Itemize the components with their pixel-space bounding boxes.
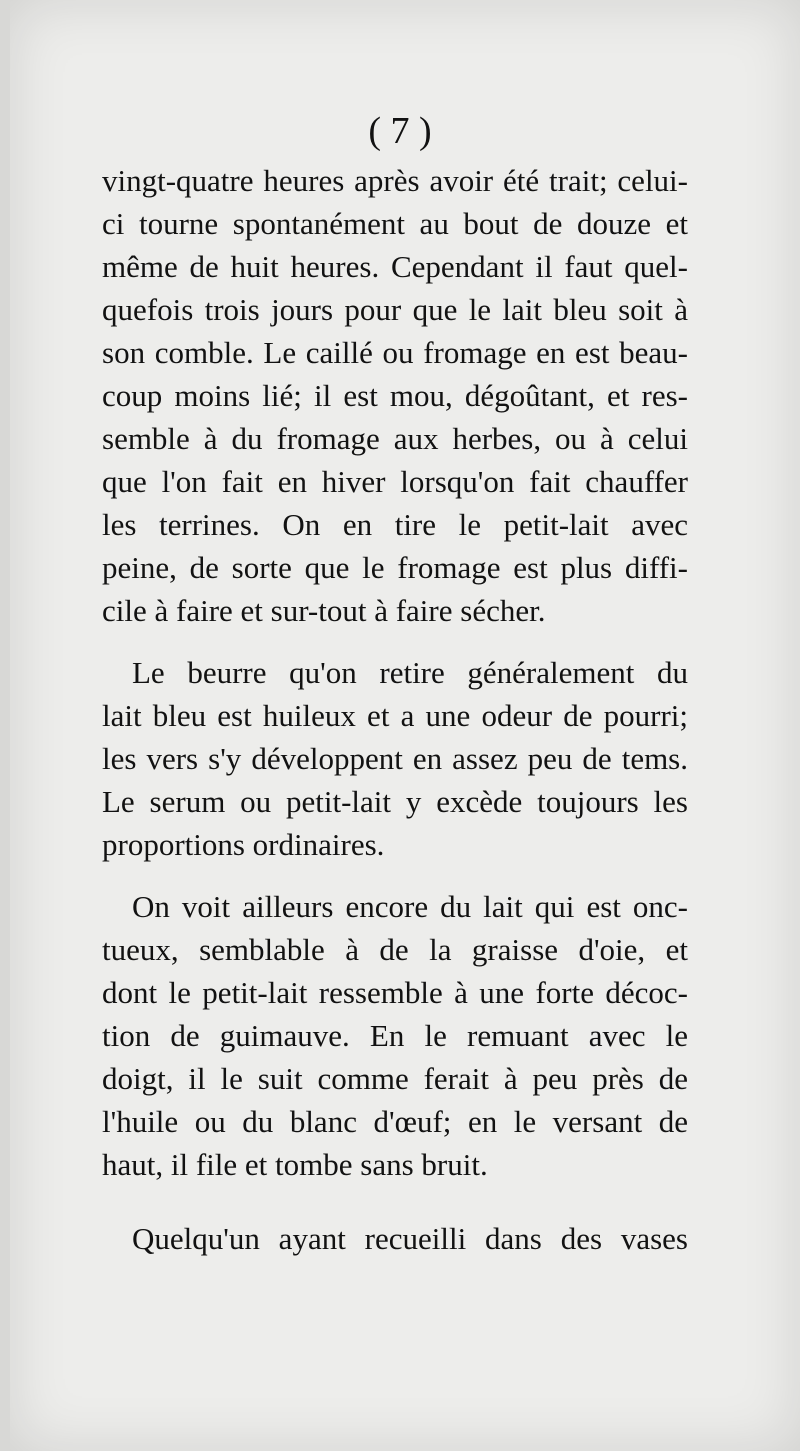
paragraph-first-line: Quelqu'un ayant recueilli dans des vases: [132, 1221, 688, 1256]
text-line: coup moins lié; il est mou, dégoûtant, et res-: [102, 378, 688, 413]
text-line: peine, de sorte que le fromage est plus diffi-: [102, 550, 688, 585]
page-number: ( 7 ): [368, 110, 432, 152]
text-line: doigt, il le suit comme ferait à peu près de: [102, 1061, 688, 1096]
text-line: cile à faire et sur-tout à faire sécher.: [102, 593, 546, 628]
text-line: les vers s'y développent en assez peu de tems.: [102, 741, 688, 776]
text-line: semble à du fromage aux herbes, ou à celui: [102, 421, 688, 456]
text-line: proportions ordinaires.: [102, 827, 385, 862]
text-line: l'huile ou du blanc d'œuf; en le versant de: [102, 1104, 688, 1139]
text-line: quefois trois jours pour que le lait bleu soit à: [102, 292, 688, 327]
text-line: dont le petit-lait ressemble à une forte décoc-: [102, 975, 688, 1010]
page-edge-shadow: [0, 0, 10, 1451]
paragraph-first-line: Le beurre qu'on retire généralement du: [132, 655, 688, 690]
text-line: les terrines. On en tire le petit-lait avec: [102, 507, 688, 542]
text-line: tion de guimauve. En le remuant avec le: [102, 1018, 688, 1053]
text-line: lait bleu est huileux et a une odeur de pourri;: [102, 698, 688, 733]
text-line: vingt-quatre heures après avoir été trait; celui-: [102, 163, 688, 198]
paragraph-first-line: On voit ailleurs encore du lait qui est onc-: [132, 889, 688, 924]
text-line: son comble. Le caillé ou fromage en est beau-: [102, 335, 688, 370]
text-line: haut, il file et tombe sans bruit.: [102, 1147, 488, 1182]
text-line: Le serum ou petit-lait y excède toujours les: [102, 784, 688, 819]
text-line: que l'on fait en hiver lorsqu'on fait chauffer: [102, 464, 688, 499]
text-line: tueux, semblable à de la graisse d'oie, et: [102, 932, 688, 967]
text-line: ci tourne spontanément au bout de douze et: [102, 206, 688, 241]
text-line: même de huit heures. Cependant il faut quel-: [102, 249, 688, 284]
